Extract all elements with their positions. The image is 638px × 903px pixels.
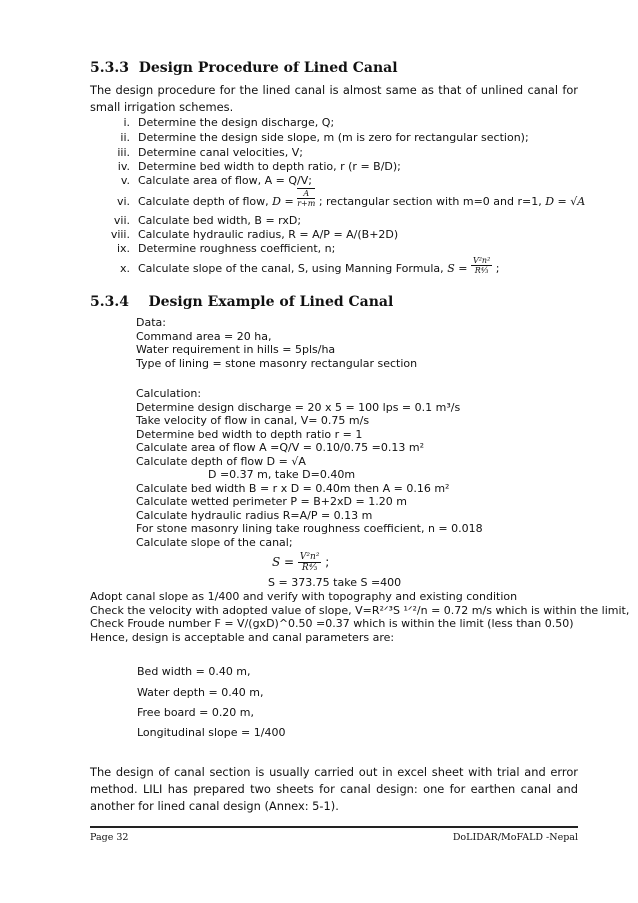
calc-line: Calculate wetted perimeter P = B+2xD = 1.20 m	[136, 495, 407, 508]
check-line: Adopt canal slope as 1/400 and verify with topography and existing condition	[90, 590, 518, 603]
fraction-denominator: R⁴⁄₃	[301, 563, 318, 573]
parameter-line: Longitudinal slope = 1/400	[137, 726, 286, 739]
section-number: 5.3.3	[90, 60, 129, 76]
section-number: 5.3.4	[90, 294, 129, 310]
check-block	[90, 590, 629, 644]
step-number: ix.	[116, 242, 130, 255]
step-text: Determine canal velocities, V;	[138, 146, 303, 159]
fraction-denominator: r+m	[297, 199, 316, 208]
calc-line: Determine design discharge = 20 x 5 = 100 lps = 0.1 m³/s	[136, 400, 461, 414]
step-number: viii.	[110, 228, 130, 241]
slope-formula	[272, 552, 329, 573]
section-heading-5-3-4	[90, 294, 393, 310]
section-title: Design Procedure of Lined Canal	[138, 60, 398, 76]
formula-after: ;	[325, 555, 330, 569]
step-text-after: ; rectangular section with m=0 and r=1,	[318, 195, 542, 208]
list-item	[90, 146, 590, 160]
parameter-line: Water depth = 0.40 m,	[137, 686, 264, 699]
data-line: Data:	[136, 316, 166, 329]
check-line: Hence, design is acceptable and canal parameters are:	[90, 630, 395, 644]
data-line: Water requirement in hills = 5pls/ha	[136, 343, 336, 356]
step-number: iv.	[117, 160, 130, 173]
fraction-numerator: V²n²	[472, 255, 491, 265]
list-item	[90, 174, 590, 188]
step-text: Calculate depth of flow,	[138, 195, 269, 208]
step-text: Determine the design side slope, m (m is zero for rectangular section);	[138, 131, 529, 144]
step-number: vii.	[113, 214, 130, 227]
list-item	[90, 214, 590, 228]
calc-line: Calculate hydraulic radius R=A/P = 0.13 m	[136, 508, 373, 522]
calc-line: Calculate depth of flow D = √A	[136, 454, 306, 468]
list-item	[90, 116, 590, 130]
formula-lhs: S =	[447, 262, 468, 275]
step-text: Calculate bed width, B = rxD;	[138, 214, 302, 227]
formula-lhs: D =	[272, 195, 294, 208]
calc-line: Calculate slope of the canal;	[136, 535, 293, 549]
step-number: x.	[119, 262, 130, 275]
step-text: Calculate hydraulic radius, R = A/P = A/(B+2D)	[138, 228, 399, 241]
calc-line: D =0.37 m, take D=0.40m	[208, 468, 356, 481]
step-text: Determine the design discharge, Q;	[138, 116, 335, 129]
formula-lhs: S =	[272, 555, 295, 569]
fraction-denominator: R⁴⁄₃	[474, 265, 489, 275]
step-number: v.	[120, 174, 130, 187]
list-item	[90, 131, 590, 145]
step-text: Determine roughness coefficient, n;	[138, 242, 336, 255]
section-title: Design Example of Lined Canal	[148, 294, 394, 310]
section-heading-5-3-3	[90, 60, 398, 76]
data-line: Type of lining = stone masonry rectangular section	[136, 356, 418, 370]
list-item	[90, 188, 590, 214]
list-item	[90, 228, 590, 242]
list-item	[90, 256, 600, 282]
step-text: Determine bed width to depth ratio, r (r = B/D);	[138, 160, 401, 173]
step-text-group	[138, 255, 500, 275]
formula-tail: D = √A	[545, 195, 586, 208]
step-number: i.	[123, 116, 130, 129]
calc-line: For stone masonry lining take roughness coefficient, n = 0.018	[136, 522, 483, 535]
step-number: iii.	[117, 146, 130, 159]
check-line: Check Froude number F = V/(gxD)^0.50 =0.37 which is within the limit (less than 0.50)	[90, 617, 574, 630]
calculation-block	[136, 387, 483, 549]
closing-paragraph: The design of canal section is usually carried out in excel sheet with trial and error method. LILI has prepared two sheets for canal design: one for earthen canal and another for lined canal design (Annex: 5-1).	[90, 765, 578, 813]
calc-line: Determine bed width to depth ratio r = 1	[136, 427, 363, 441]
step-number: vi.	[116, 195, 130, 208]
calc-line: Take velocity of flow in canal, V= 0.75 m/s	[136, 414, 370, 427]
calc-line: Calculate area of flow A =Q/V = 0.10/0.75 =0.13 m²	[136, 441, 425, 454]
fraction	[298, 552, 322, 573]
step-text-after: ;	[495, 262, 500, 275]
calc-line: Calculation:	[136, 387, 202, 400]
step-text-group	[138, 189, 586, 208]
parameter-line: Bed width = 0.40 m,	[137, 665, 251, 678]
step-text: Calculate slope of the canal, S, using Manning Formula,	[138, 262, 444, 275]
fraction-numerator: A	[297, 189, 315, 199]
parameter-line: Free board = 0.20 m,	[137, 706, 255, 719]
list-item	[90, 242, 590, 256]
intro-paragraph: The design procedure for the lined canal is almost same as that of unlined canal for small irrigation schemes.	[90, 83, 578, 114]
slope-result: S = 373.75 take S =400	[268, 576, 402, 589]
data-line: Command area = 20 ha,	[136, 329, 272, 343]
step-number: ii.	[120, 131, 130, 144]
footer-page: Page 32	[90, 832, 129, 843]
fraction	[471, 256, 492, 275]
check-line: Check the velocity with adopted value of slope, V=R²ᐟ³S ¹ᐟ²/n = 0.72 m/s which is within the limit,	[90, 603, 630, 617]
fraction-numerator: V²n²	[299, 552, 320, 562]
footer-org: DoLIDAR/MoFALD -Nepal	[452, 832, 578, 843]
calc-line: Calculate bed width B = r x D = 0.40m then A = 0.16 m²	[136, 481, 450, 495]
fraction	[297, 188, 315, 208]
footer-rule	[90, 826, 578, 828]
list-item	[90, 160, 590, 174]
data-block	[136, 316, 417, 370]
step-text: Calculate area of flow, A = Q/V;	[138, 174, 312, 187]
